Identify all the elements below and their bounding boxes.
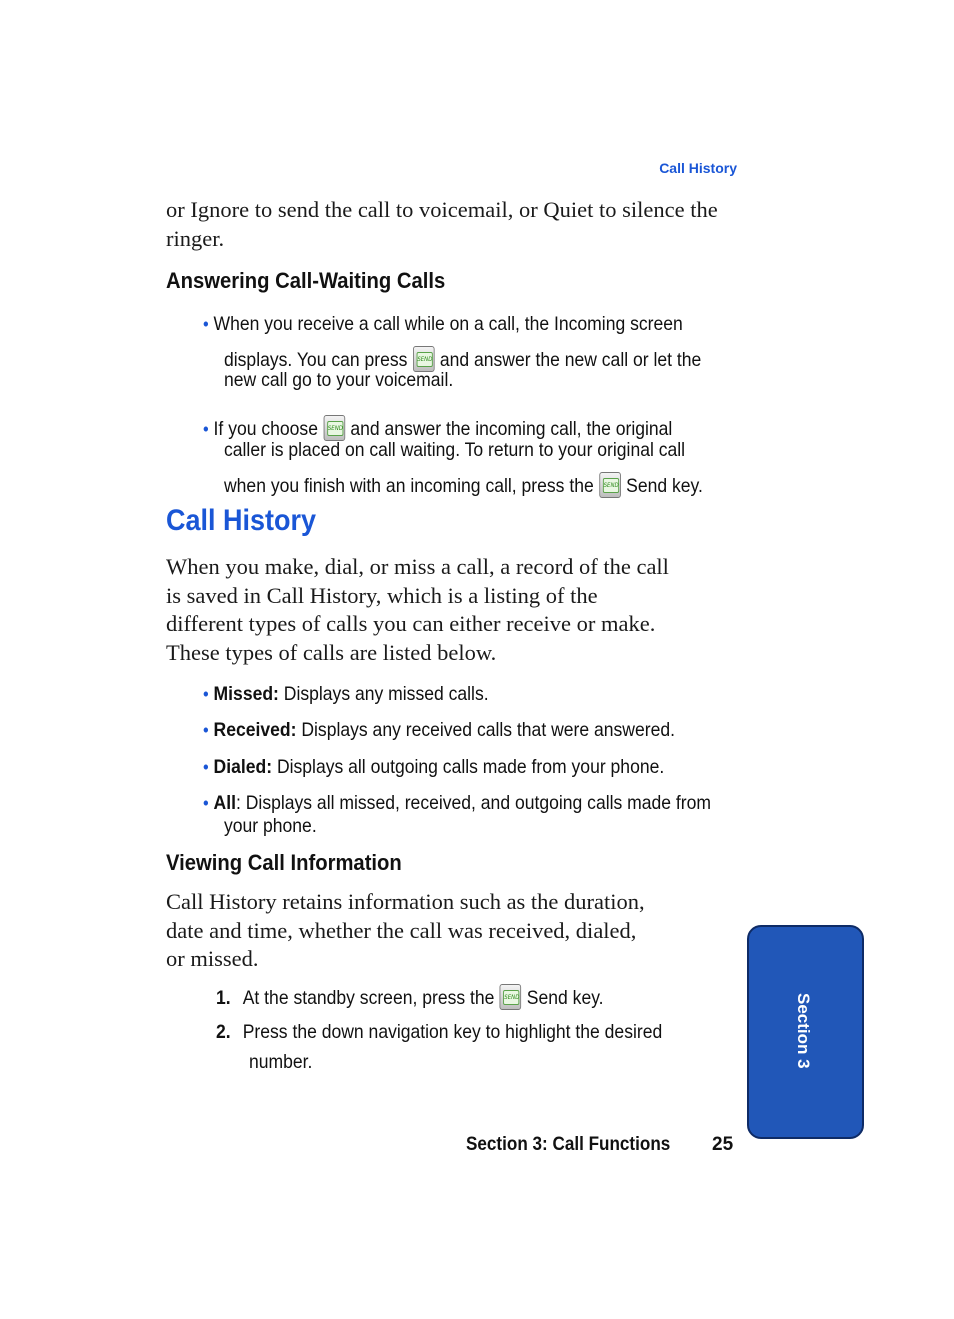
bullet-icon: • (203, 793, 209, 813)
step-text: number. (249, 1051, 313, 1073)
list-item-continuation (224, 815, 317, 838)
list-desc: Displays any missed calls. (278, 683, 489, 705)
list-desc: Displays any received calls that were answered. (296, 719, 675, 741)
list-item-continuation (224, 369, 453, 392)
bullet-text: displays. You can press (224, 349, 408, 371)
footer-title: Section 3: Call Functions (466, 1134, 671, 1155)
send-key-icon: SEND (413, 346, 435, 372)
bullet-text: and answer the new call or let the (439, 349, 702, 371)
paragraph-line: or missed. (166, 946, 259, 972)
section-tab-label: Section 3 (794, 993, 813, 1069)
send-key-icon: SEND (599, 472, 621, 498)
list-item (203, 756, 664, 779)
list-term: All (213, 792, 236, 814)
page-number: 25 (712, 1134, 734, 1155)
paragraph-line: When you make, dial, or miss a call, a record of the call (166, 554, 669, 579)
step-text: Press the down navigation key to highlight the desired (242, 1021, 663, 1043)
list-item (203, 415, 672, 441)
list-desc: your phone. (224, 815, 317, 837)
section-tab (747, 925, 864, 1139)
paragraph-line: These types of calls are listed below. (166, 639, 497, 665)
bullet-text: Send key. (626, 475, 703, 497)
bullet-icon: • (203, 684, 209, 704)
step-number: 1. (216, 987, 231, 1009)
bullet-text: If you choose (213, 418, 318, 440)
send-key-icon: SEND (323, 415, 345, 441)
step-number: 2. (216, 1021, 231, 1043)
step-item (216, 984, 604, 1010)
list-item (203, 792, 711, 815)
step-item (216, 1021, 662, 1044)
bullet-text: when you finish with an incoming call, press the (224, 475, 594, 497)
step-text: Send key. (526, 987, 604, 1009)
bullet-icon: • (203, 757, 209, 777)
send-key-icon: SEND (500, 984, 522, 1010)
bullet-text: new call go to your voicemail. (224, 369, 454, 391)
bullet-icon: • (203, 419, 209, 439)
section-heading-viewing: Viewing Call Information (166, 850, 402, 875)
list-item-continuation (224, 439, 685, 462)
viewing-paragraph (166, 888, 746, 974)
page-title: Call History (166, 504, 317, 537)
paragraph-line: is saved in Call History, which is a listing of the (166, 582, 598, 608)
list-term: Missed: (213, 683, 279, 705)
step-text: At the standby screen, press the (242, 987, 495, 1009)
bullet-icon: • (203, 720, 209, 740)
paragraph-line: Call History retains information such as the duration, (166, 889, 645, 914)
list-desc: Displays all outgoing calls made from your phone. (272, 756, 665, 778)
list-term: Received: (213, 719, 297, 741)
list-term: Dialed: (213, 756, 273, 778)
list-item-continuation (224, 472, 703, 498)
step-item-continuation (249, 1051, 312, 1074)
running-head: Call History (659, 160, 737, 176)
paragraph-line: date and time, whether the call was received, dialed, (166, 917, 637, 943)
intro-paragraph: or Ignore to send the call to voicemail, or Quiet to silence the ringer. (166, 197, 718, 251)
list-desc: : Displays all missed, received, and outgoing calls made from (235, 792, 712, 814)
bullet-text: and answer the incoming call, the original (350, 418, 673, 440)
section-heading-call-waiting: Answering Call-Waiting Calls (166, 268, 446, 293)
paragraph-line: different types of calls you can either receive or make. (166, 611, 656, 637)
list-item (203, 719, 675, 742)
call-history-paragraph (166, 553, 746, 667)
list-item (203, 683, 489, 706)
bullet-text: caller is placed on call waiting. To return to your original call (224, 439, 686, 461)
bullet-text: When you receive a call while on a call, the Incoming screen (213, 313, 683, 335)
list-item (203, 313, 683, 336)
bullet-icon: • (203, 314, 209, 334)
